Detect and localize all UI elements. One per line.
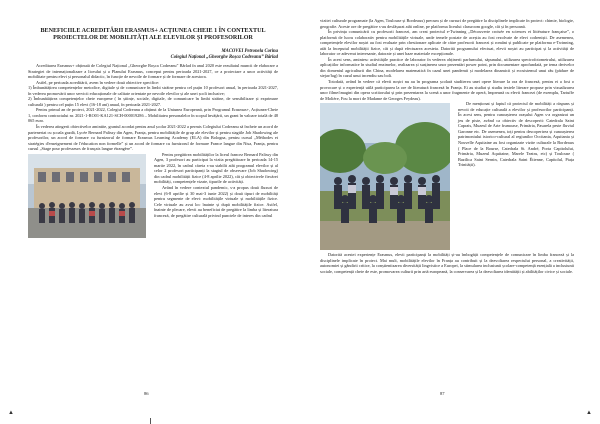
page-number: 86 — [144, 391, 149, 396]
page-number: 87 — [440, 391, 445, 396]
paragraph: 2) Îmbunătățirea competențelor cheie europene ( în științe, sociale, digitale, de comunicare în limbi străine, de sensibilizare și exprimare culturală ) pentru cel puțin 15 elevi (16-18 ani) anual, în perioada 2021-2027. — [28, 96, 278, 107]
right-column — [320, 18, 574, 274]
paragraph: În vederea atingerii obiectivelor amintite, grantul acordat pentru anul școlar 2021-2022 a permis Colegiului Codreanu să încheie un acord de parteneriat cu școala gazdă, Lycée Bernard Palissy din Agen, Franța, pentru mobilitățile de grup ale elevilor și pentru stagiile Job Shadowing ale profesorilor, un acord de formare cu furnizorul de formare Erasmus Learning Academy (ELA) din Bologna, pentru cursul „Méthodes et stratégies d'enseignement de l'éducation non formelle” și un acord de formare cu furnizorul de formare France langue din Nisa, Franța, pentru cursul „Stage pour professeurs de français langue étrangère”. — [28, 124, 278, 152]
paragraph: În acest sens, amintesc activitățile practice de laborator în vederea obținerii parfumului, săpunului, utilizarea spectrofotometrului, utilizarea aplicațiilor informatice în studiul enzimelor, realizarea și susținerea unor prezentări power point, prin documentare aprofundată, pe tema derivelor din domeniul agriculturii din China, modelarea matematică în cazul unei pandemii și modelarea dinamicii și ecosistemul unui râu (pădure de stejar/fag) în cazul unui incendiu sau boli. — [320, 56, 574, 79]
paragraph: Pentru primul an de proiect, 2021-2022, Colegiul Codreanu a obținut de la Uniunea Europeană, prin Programul Erasmus+, Acțiunea-Cheie 1, conform contractului nr. 2021-1-RO01-KA121-SCH-000019286 – Mobilitatea personalelor în scopul învățării, un grant în valoare totală de 48 065 euro. — [28, 107, 278, 124]
paragraph: Pentru pregătirea mobilităților la liceul francez Bernard Palissy din Agen, 3 profesori au participat la vizita pregătitoare în perioada 14-15 martie 2022, în cadrul căreia s-au stabilit atât programul elevilor și al celor 2 profesori participanți la stagiul de observare (Job Shadowing) din cadrul mobilității fizice (4-8 aprilie 2022), cât și obiectivele fiecărei mobilități, competențele vizate, tipurile de activități. — [154, 151, 278, 185]
author-school: Colegiul Național „Gheorghe Roșca Codreanu” Bârlad — [170, 54, 278, 60]
paragraph: Totodată, având în vedere că elevii noștri nu au în programa școlară studiierea unei opere literare la ora de franceză, pentru ei a fost o provocare și o experiență utilă participarea la ore de literatură franceză în Franța. Ei au studiat și studiu textele literare propuse prin vizualizarea unor filme/imagini din opera scriitorului și prin prezentarea la scenă a unor fragmente de operă, împreună cu elevii francezi (de exemplu, Tartuffe de Molière, Fou la mort de Madame de Georges Feydeau). — [320, 79, 574, 101]
article-title: BENEFICIILE ACREDITĂRII ERASMUS+ ACȚIUNEA CHEIE 1 ÎN CONTEXTUL PROIECTELOR DE MOBILITĂȚI ALE ELEVILOR ȘI PROFESORILOR — [40, 28, 266, 42]
group-photo-school-building — [28, 154, 146, 238]
group-photo-garden — [320, 103, 450, 250]
page-corner-mark: ▲ — [586, 410, 592, 416]
paragraph: De menționat și faptul că proiectul de mobilități a răspuns și nevoii de educație culturală a elevilor și profesorilor participanți. În acest sens, pentru cunoașterea orașului Agen s-a organizat un jeu de piste, având ca obiectiv de descoperit: Catedrala Saint Caprais, Muzeul de Arte frumoase, Primăria, Pasarela peste fluviul Garonne etc. De asemenea, toți pentru descoperirea și cunoașterea patrimoniului istorico-cultural al regiunilor Occitania, Aquitania și Nouvelle Aquitaine au fost organizate vizite culturale la Bordeaux ( Place de la Bourse, Catedrala St. André, Porta Capitolului, Primăria, Muzeul Aquitaine, Marele Teatru, etc) și Toulouse ( Bazilica Saint Sernin, Catedrala Saint Étienne, Capitolul, Piața Trinității). — [458, 101, 574, 168]
author-name: MACOVEI Petronela Corina — [221, 48, 278, 54]
gutter-tick — [150, 418, 151, 424]
paragraph: Având în vedere contextul pandemic, s-a propus două fluxuri de elevi (6-8 aprilie și 30 mai-3 iunie 2022) și două tipuri de mobilități pentru segmente de elevi: mobilitățile virtuale și mobilitățile fizice. Cele virtuale au avut loc înainte și după mobilitățile fizice. Astfel, înainte de plecare, elevii au beneficiat de pregătire la limba și literatura franceză, de pregătire culturală privind punctele de interes din cadrul — [154, 185, 278, 218]
paragraph: Datorită acestei experiențe Erasmus, elevii participanți la mobilități și-au îmbogățit competențele de comunicare în limba franceză și la disciplinele implicate în proiect. Mai mult, mobilitățile elevilor în Franța au contribuit și la dezvoltarea respectului personal, a creativității, autonomiei și gândirii critice, la conștientizarea diversității lingvistice a Europei, la stimularea inclusiunii școlare-competență esențială a inclusiunii sociale, competență cheie de este, promovarea culturii prin artă europeană, la conservarea și la dezvoltarea identității și abilităților civice și sociale. — [320, 252, 574, 274]
paragraph: 1) Îmbunătățirea competențelor metodice, digitale și de comunicare în limbi străine pentru cel puțin 10 profesori anual, în perioada 2021-2027, în vederea promovării unor servicii educaționale de calitate orientate pe nevoile elevilor și ale unei școli incluzive; — [28, 85, 278, 96]
page-corner-mark: ▲ — [8, 410, 14, 416]
paragraph: Acreditarea Erasmus+ obținută de Colegiul Național „Gheorghe Roșca Codreanu” Bârlad în anul 2020 este rezultatul muncii de elaborare a Strategiei de internaționalizare a liceului și a Planului Erasmus, conceput pentru perioada 2021-2027, ce a proiectare a unor activități de mobilitate pentru elevi și personalul didactic, în funcție de nevoile de formare și de formare de acestora. — [28, 63, 278, 80]
right-page — [300, 0, 600, 424]
left-column — [28, 18, 278, 240]
paragraph: Astfel, pe perioada acreditării, avem în vedere două obiective specifice: — [36, 79, 160, 85]
paragraph: vizitei culturale programate (la Agen, Toulouse și Bordeaux) precum și de cursuri de pregătire la disciplinele implicate în proiect: chimie, biologie, geografie. Aceste ore de pregătire s-au desfășurat atât online, pe platforma liceului classroom google, cât și în persoană. — [320, 18, 574, 29]
paragraph: În privința comunicării cu profesorii francezi, am creat proiectul e-Twinning „Découverte croisée en sciences et littérature française”, o platformă de lucru colaborativ pentru mobilitățile virtuale, unde temele postate de aceștia au fost rezolvate de elevi codreniști. De asemenea, competențele elevilor noștri au fost evaluate prin chestionare aplicate de către profesorii francezi și români și publicate pe platforma e-Twinning, atât la începutul mobilității fizice, cât și după efectuarea acesteia. Datorită programului efectuat, elevii noștri au participat și la activități de laborator ce adeverat interesante, datorate și unei baze materiale excepționale. — [320, 29, 574, 57]
